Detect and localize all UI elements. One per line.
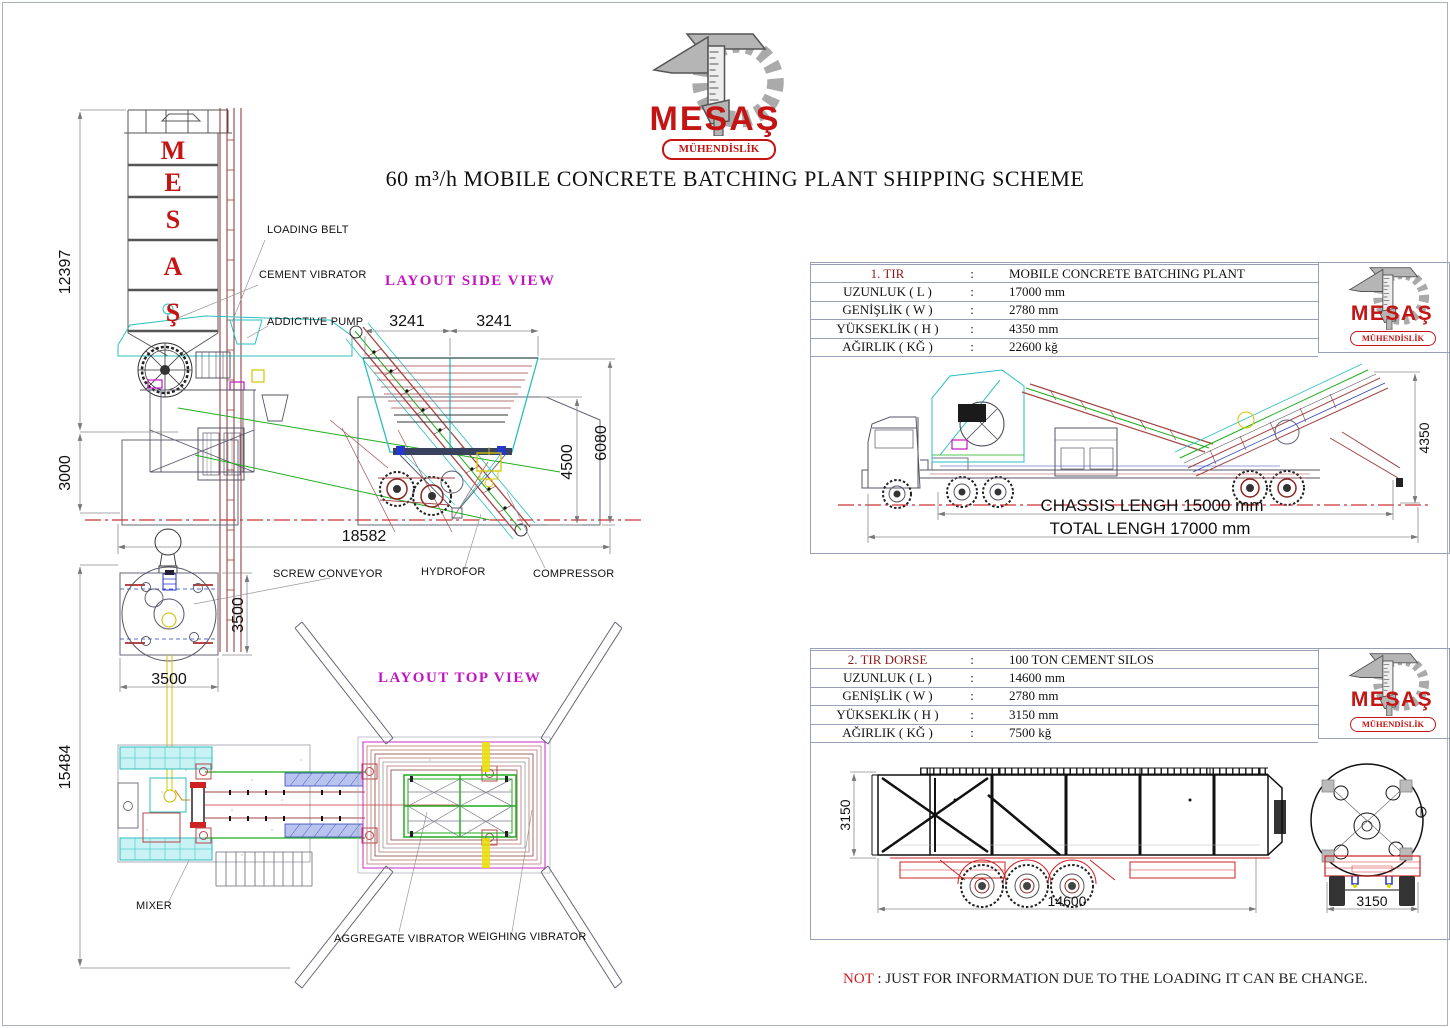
silo-letter: A: [163, 252, 183, 281]
note-text: : JUST FOR INFORMATION DUE TO THE LOADING IT CAN BE CHANGE.: [873, 971, 1368, 987]
table-row: [810, 283, 1318, 301]
spec-label: UZUNLUK ( L ): [843, 670, 932, 686]
spec-value: 14600 mm: [1009, 670, 1065, 686]
table-row: [810, 320, 1318, 338]
label-screw-conveyor: SCREW CONVEYOR: [273, 568, 383, 580]
dim-silo-depth: 3500: [230, 597, 247, 633]
table-row: [810, 302, 1318, 320]
company-logo-name: MESAŞ: [649, 100, 781, 138]
dim-layout-length: 15484: [57, 744, 74, 790]
spec-label: UZUNLUK ( L ): [843, 284, 932, 300]
company-logo-subtitle: MÜHENDİSLİK: [1350, 331, 1436, 346]
company-logo-name: MESAŞ: [1350, 302, 1434, 325]
spec-colon: :: [970, 651, 974, 667]
table-row: [810, 725, 1318, 743]
spec-value: 100 TON CEMENT SILOS: [1009, 651, 1154, 667]
dim-trailer-silo-height: 3150: [837, 799, 853, 831]
label-hydrofor: HYDROFOR: [421, 566, 486, 578]
spec-colon: :: [970, 320, 974, 336]
dim-trailer-silo-length: 14600: [1047, 893, 1087, 909]
spec-colon: :: [970, 302, 974, 318]
spec-label: GENİŞLİK ( W ): [842, 688, 933, 704]
spec-value: 2780 mm: [1009, 688, 1059, 704]
footer-note: [843, 971, 1368, 988]
silo-letter: M: [160, 136, 186, 165]
label-aggregate-vibrator: AGGREGATE VIBRATOR: [334, 933, 465, 945]
table-row: [810, 669, 1318, 687]
table-row: [810, 651, 1318, 669]
wheels-side-view: [378, 472, 455, 515]
spec-colon: :: [970, 725, 974, 741]
label-cement-vibrator: CEMENT VIBRATOR: [259, 269, 367, 281]
dim-foundation-height: 3000: [57, 455, 74, 491]
silo-letter: E: [164, 168, 182, 197]
spec-colon: :: [970, 688, 974, 704]
spec-label: YÜKSEKLİK ( H ): [836, 706, 939, 722]
spec-colon: :: [970, 265, 974, 281]
dim-hopper-bay-left: 3241: [389, 313, 425, 330]
spec-label: 2. TIR DORSE: [847, 651, 928, 667]
silo-letter: S: [165, 205, 181, 234]
note-label: NOT: [843, 971, 874, 987]
side-view-title: LAYOUT SIDE VIEW: [385, 273, 556, 289]
spec-colon: :: [970, 706, 974, 722]
silo-letter: Ş: [165, 298, 181, 327]
company-logo-name: MESAŞ: [1350, 688, 1434, 711]
conveyor-side-view: [178, 323, 560, 539]
spec-value: 2780 mm: [1009, 302, 1059, 318]
truck1-spec-table: [810, 264, 1318, 357]
spec-value: 3150 mm: [1009, 706, 1059, 722]
table-row: [810, 706, 1318, 724]
label-loading-belt: LOADING BELT: [267, 224, 349, 236]
label-mixer: MIXER: [136, 900, 172, 912]
table-row: [810, 688, 1318, 706]
spec-colon: :: [970, 670, 974, 686]
dim-truck1-total-length: TOTAL LENGH 17000 mm: [1049, 519, 1251, 538]
table-row: [810, 339, 1318, 357]
spec-label: AĞIRLIK ( KĞ ): [842, 339, 933, 355]
spec-label: GENİŞLİK ( W ): [842, 302, 933, 318]
label-weighing-vibrator: WEIGHING VIBRATOR: [468, 931, 587, 943]
dim-total-length: 18582: [341, 528, 387, 545]
spec-value: 7500 kğ: [1009, 725, 1052, 741]
company-logo-subtitle: MÜHENDİSLİK: [662, 139, 776, 160]
dim-chassis-length: CHASSIS LENGH 15000 mm: [1040, 496, 1264, 515]
table-row: [810, 265, 1318, 283]
dim-trailer-rear-width: 3150: [1356, 893, 1388, 909]
spec-value: MOBILE CONCRETE BATCHING PLANT: [1009, 265, 1245, 281]
spec-value: 22600 kğ: [1009, 339, 1058, 355]
truck2-spec-table: [810, 650, 1318, 743]
spec-value: 4350 mm: [1009, 320, 1059, 336]
top-view-title: LAYOUT TOP VIEW: [378, 670, 542, 686]
label-compressor: COMPRESSOR: [533, 568, 615, 580]
spec-colon: :: [970, 339, 974, 355]
spec-label: AĞIRLIK ( KĞ ): [842, 725, 933, 741]
spec-value: 17000 mm: [1009, 284, 1065, 300]
spec-label: YÜKSEKLİK ( H ): [836, 320, 939, 336]
dim-hopper-bay-right: 3241: [476, 313, 512, 330]
label-addictive-pump: ADDICTIVE PUMP: [267, 316, 364, 328]
spec-label: 1. TIR: [870, 265, 905, 281]
company-logo-subtitle: MÜHENDİSLİK: [1350, 717, 1436, 732]
stairs: [216, 852, 312, 886]
dim-silo-height: 12397: [57, 249, 74, 295]
dim-plant-height: 6080: [593, 425, 610, 461]
dim-silo-width: 3500: [151, 671, 187, 688]
dim-truck1-height: 4350: [1416, 422, 1432, 454]
spec-colon: :: [970, 284, 974, 300]
page-title: 60 m³/h MOBILE CONCRETE BATCHING PLANT SHIPPING SCHEME: [385, 166, 1085, 191]
dim-hopper-height: 4500: [559, 444, 576, 480]
